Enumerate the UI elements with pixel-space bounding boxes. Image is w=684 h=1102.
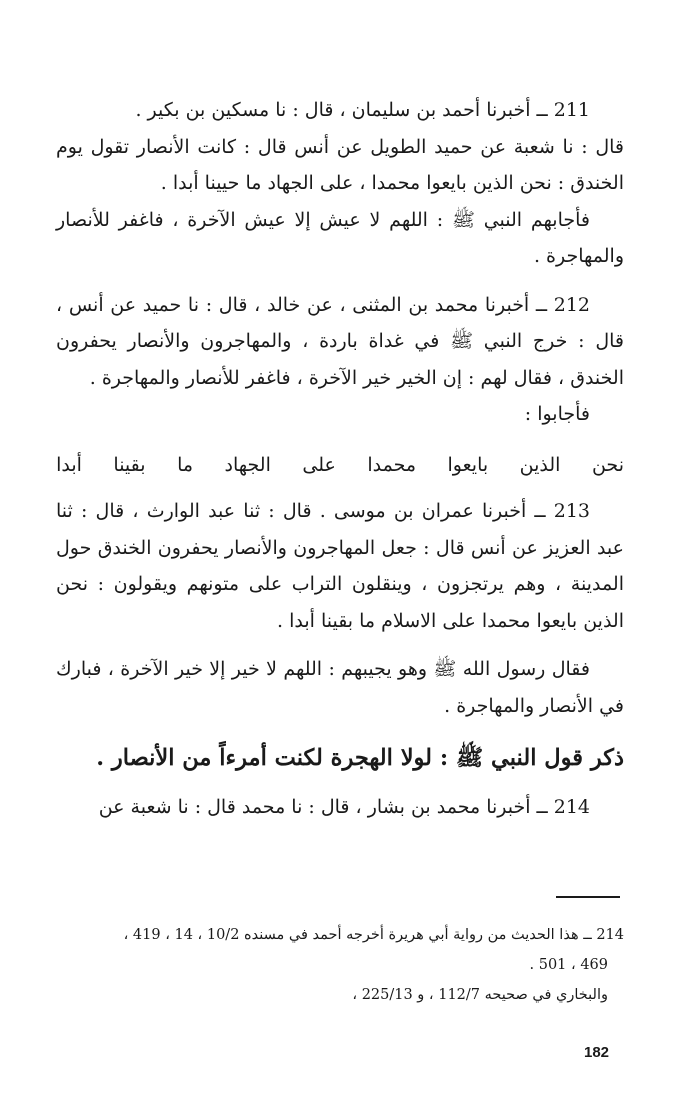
hadith-212-answer: فأجابوا : — [524, 403, 590, 425]
main-text — [56, 92, 624, 825]
poem-word: بايعوا — [447, 453, 489, 476]
poem-word: بقينا — [113, 453, 146, 476]
poem-word: الذين — [519, 453, 561, 476]
poem-word: أبدا — [56, 453, 82, 476]
page-number: 182 — [584, 1044, 610, 1061]
hadith-211-isnad: 211 ــ أخبرنا أحمد بن سليمان ، قال : نا مسكين بن بكير . — [135, 99, 590, 121]
hadith-213-reply: فقال رسول الله ﷺ وهو يجيبهم : اللهم لا خير إلا خير الآخرة ، فبارك في الأنصار والمهاجرة . — [56, 658, 624, 717]
chapter-heading: ذكر قول النبي ﷺ : لولا الهجرة لكنت أمرءاً من الأنصار . — [96, 745, 624, 771]
poem-word: الجهاد — [224, 453, 271, 476]
footnotes — [56, 920, 624, 1010]
hadith-212-text: 212 ــ أخبرنا محمد بن المثنى ، عن خالد ، قال : نا حميد عن أنس ، قال : خرج النبي ﷺ في غداة باردة ، والمهاجرون والأنصار يحفرون الخندق ، فقال لهم : إن الخير خير الآخرة ، فاغفر للأنصار والمهاجرة . — [56, 293, 624, 389]
footnote-line: 214 ــ هذا الحديث من رواية أبي هريرة أخرجه أحمد في مسنده 10/2 ، 14 ، 419 ، — [123, 927, 624, 943]
footnote-divider — [556, 896, 620, 898]
poem-word: محمدا — [367, 453, 417, 476]
footnote-line: 469 ، 501 . — [529, 957, 608, 973]
hadith-214-text: 214 ــ أخبرنا محمد بن بشار ، قال : نا محمد قال : نا شعبة عن — [98, 795, 590, 818]
poem-verse — [56, 447, 624, 484]
footnote-line: والبخاري في صحيحه 112/7 ، و 225/13 ، — [352, 987, 608, 1003]
hadith-211-text: قال : نا شعبة عن حميد الطويل عن أنس قال : كانت الأنصار تقول يوم الخندق : نحن الذين بايعوا محمدا ، على الجهاد ما حيينا أبدا . — [56, 135, 624, 194]
poem-word: ما — [177, 453, 194, 476]
poem-word: نحن — [591, 453, 624, 476]
hadith-213-text: 213 ــ أخبرنا عمران بن موسى . قال : ثنا عبد الوارث ، قال : ثنا عبد العزيز عن أنس قال : جعل المهاجرون والأنصار يحفرون الخندق حول المدينة ، وهم يرتجزون ، وينقلون التراب على متونهم ويقولون : نحن الذين بايعوا محمدا على الاسلام ما بقينا أبدا . — [56, 500, 624, 632]
hadith-211-reply: فأجابهم النبي ﷺ : اللهم لا عيش إلا عيش الآخرة ، فاغفر للأنصار والمهاجرة . — [56, 208, 624, 267]
poem-word: على — [302, 453, 336, 476]
